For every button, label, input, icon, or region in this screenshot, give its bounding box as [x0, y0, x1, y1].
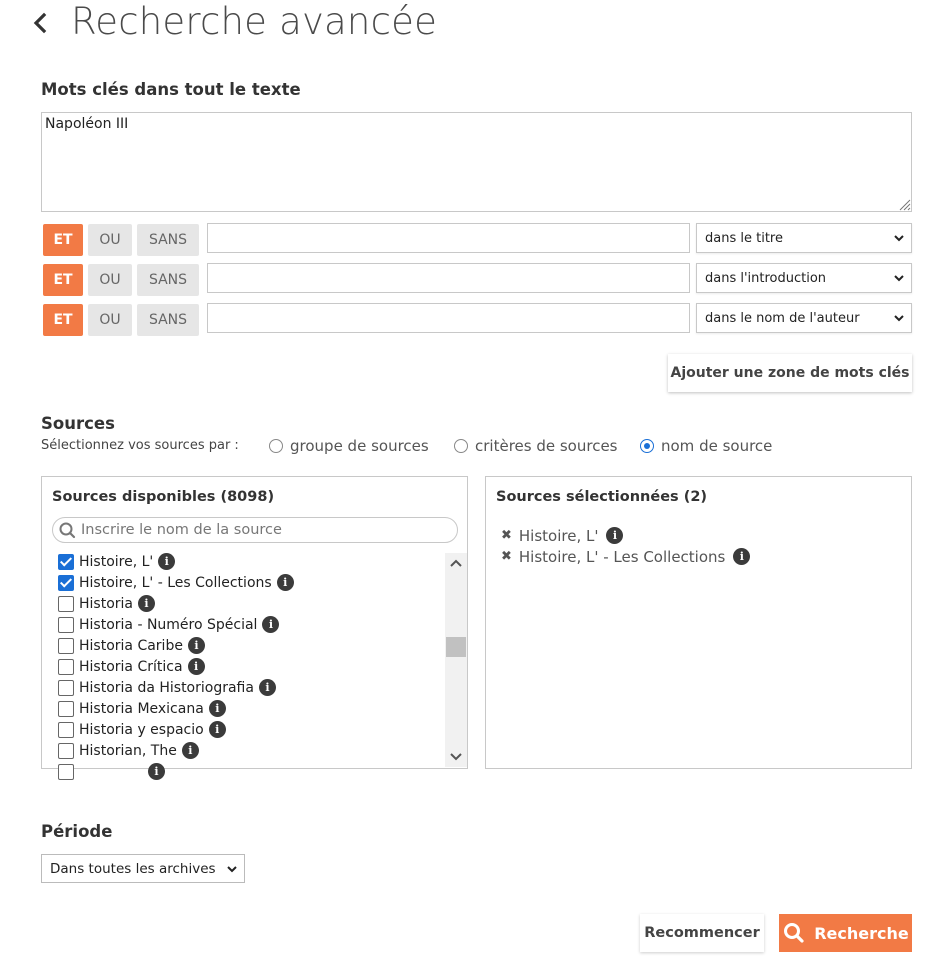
radio-label: nom de source — [661, 437, 773, 455]
list-item[interactable] — [55, 698, 445, 719]
list-item — [501, 546, 750, 567]
source-search-input[interactable] — [52, 517, 458, 543]
info-icon[interactable]: i — [262, 616, 279, 633]
period-value: Dans toutes les archives — [50, 860, 216, 877]
list-item-partial[interactable] — [55, 761, 445, 782]
list-item[interactable] — [55, 677, 445, 698]
checkbox-checked[interactable] — [58, 575, 74, 591]
field-select-1[interactable] — [696, 223, 912, 253]
keyword-input-3[interactable] — [207, 303, 690, 333]
list-item[interactable] — [55, 656, 445, 677]
checkbox[interactable] — [58, 764, 74, 780]
reset-button[interactable]: Recommencer — [640, 914, 764, 952]
keywords-textarea[interactable] — [41, 112, 912, 212]
op-et-button-1[interactable]: ET — [43, 224, 83, 256]
field-select-2-value: dans l'introduction — [705, 270, 827, 286]
op-ou-button-3[interactable]: OU — [88, 304, 132, 336]
remove-icon[interactable]: ✖ — [501, 549, 512, 564]
checkbox[interactable] — [58, 722, 74, 738]
source-name: Historia y espacio — [79, 721, 204, 738]
radio-label: groupe de sources — [290, 437, 429, 455]
period-heading: Période — [41, 822, 113, 841]
available-sources-list[interactable] — [55, 551, 445, 778]
chevron-down-icon — [893, 272, 905, 284]
radio-source-criteria[interactable] — [454, 437, 618, 455]
op-et-button-3[interactable]: ET — [43, 304, 83, 336]
info-icon[interactable]: i — [209, 700, 226, 717]
source-name: Historia — [79, 595, 133, 612]
keyword-input-2[interactable] — [207, 263, 690, 293]
source-name: Histoire, L' — [79, 553, 154, 570]
checkbox[interactable] — [58, 638, 74, 654]
list-item[interactable] — [55, 572, 445, 593]
op-et-button-2[interactable]: ET — [43, 264, 83, 296]
source-name: Historia - Numéro Spécial — [79, 616, 258, 633]
radio-button[interactable] — [269, 439, 283, 453]
scroll-down-icon[interactable] — [445, 747, 467, 765]
source-name: Histoire, L' - Les Collections — [79, 574, 272, 591]
keyword-input-1[interactable] — [207, 223, 690, 253]
field-select-2[interactable] — [696, 263, 912, 293]
op-ou-button-1[interactable]: OU — [88, 224, 132, 256]
resize-grip-icon[interactable] — [897, 197, 911, 211]
radio-label: critères de sources — [475, 437, 618, 455]
selected-source-name: Histoire, L' - Les Collections — [518, 547, 726, 566]
source-name: Historian, The — [79, 742, 177, 759]
selected-sources-panel — [485, 476, 912, 769]
info-icon[interactable]: i — [188, 658, 205, 675]
list-item — [501, 525, 750, 546]
page-title: Recherche avancée — [71, 0, 438, 43]
checkbox[interactable] — [58, 680, 74, 696]
source-name: Historia Caribe — [79, 637, 183, 654]
field-select-3[interactable] — [696, 303, 912, 333]
radio-button[interactable] — [454, 439, 468, 453]
info-icon[interactable]: i — [606, 527, 623, 544]
keywords-heading: Mots clés dans tout le texte — [41, 80, 301, 99]
op-ou-button-2[interactable]: OU — [88, 264, 132, 296]
info-icon[interactable]: i — [148, 763, 165, 780]
checkbox[interactable] — [58, 701, 74, 717]
search-icon — [57, 520, 79, 540]
field-select-1-value: dans le titre — [705, 230, 783, 246]
info-icon[interactable]: i — [182, 742, 199, 759]
chevron-down-icon — [893, 312, 905, 324]
info-icon[interactable]: i — [277, 574, 294, 591]
list-item[interactable] — [55, 614, 445, 635]
info-icon[interactable]: i — [138, 595, 155, 612]
search-icon — [782, 921, 806, 945]
keywords-text: Napoléon III — [45, 116, 129, 132]
source-name: Historia da Historiografia — [79, 679, 254, 696]
selected-sources-list — [501, 525, 750, 567]
scrollbar-thumb[interactable] — [446, 637, 466, 657]
scroll-up-icon[interactable] — [445, 555, 467, 573]
info-icon[interactable]: i — [733, 548, 750, 565]
add-keyword-zone-button[interactable]: Ajouter une zone de mots clés — [668, 354, 912, 392]
selected-source-name: Histoire, L' — [518, 526, 599, 545]
remove-icon[interactable]: ✖ — [501, 528, 512, 543]
available-sources-title: Sources disponibles (8098) — [52, 489, 275, 505]
sources-scrollbar[interactable] — [445, 553, 467, 767]
selected-sources-title: Sources sélectionnées (2) — [496, 489, 708, 505]
radio-source-group[interactable] — [269, 437, 429, 455]
list-item[interactable] — [55, 635, 445, 656]
radio-button-selected[interactable] — [640, 439, 654, 453]
list-item[interactable] — [55, 719, 445, 740]
checkbox[interactable] — [58, 617, 74, 633]
list-item[interactable] — [55, 593, 445, 614]
op-sans-button-1[interactable]: SANS — [137, 224, 199, 256]
search-button-label: Recherche — [814, 923, 909, 943]
info-icon[interactable]: i — [259, 679, 276, 696]
list-item[interactable] — [55, 740, 445, 761]
field-select-3-value: dans le nom de l'auteur — [705, 310, 860, 326]
op-sans-button-2[interactable]: SANS — [137, 264, 199, 296]
chevron-down-icon — [893, 232, 905, 244]
info-icon[interactable]: i — [188, 637, 205, 654]
list-item[interactable] — [55, 551, 445, 572]
radio-source-name[interactable] — [640, 437, 772, 455]
info-icon[interactable]: i — [158, 553, 175, 570]
period-select[interactable] — [41, 854, 245, 883]
op-sans-button-3[interactable]: SANS — [137, 304, 199, 336]
search-button[interactable] — [779, 914, 912, 952]
chevron-down-icon — [226, 863, 238, 875]
sources-heading: Sources — [41, 414, 115, 433]
checkbox[interactable] — [58, 743, 74, 759]
info-icon[interactable]: i — [209, 721, 226, 738]
select-by-label: Sélectionnez vos sources par : — [41, 438, 239, 453]
checkbox[interactable] — [58, 596, 74, 612]
source-name: Historia Crítica — [79, 658, 183, 675]
source-name: Historia Mexicana — [79, 700, 204, 717]
source-search-placeholder: Inscrire le nom de la source — [81, 522, 282, 538]
checkbox[interactable] — [58, 659, 74, 675]
checkbox-checked[interactable] — [58, 554, 74, 570]
back-icon[interactable] — [30, 10, 50, 36]
